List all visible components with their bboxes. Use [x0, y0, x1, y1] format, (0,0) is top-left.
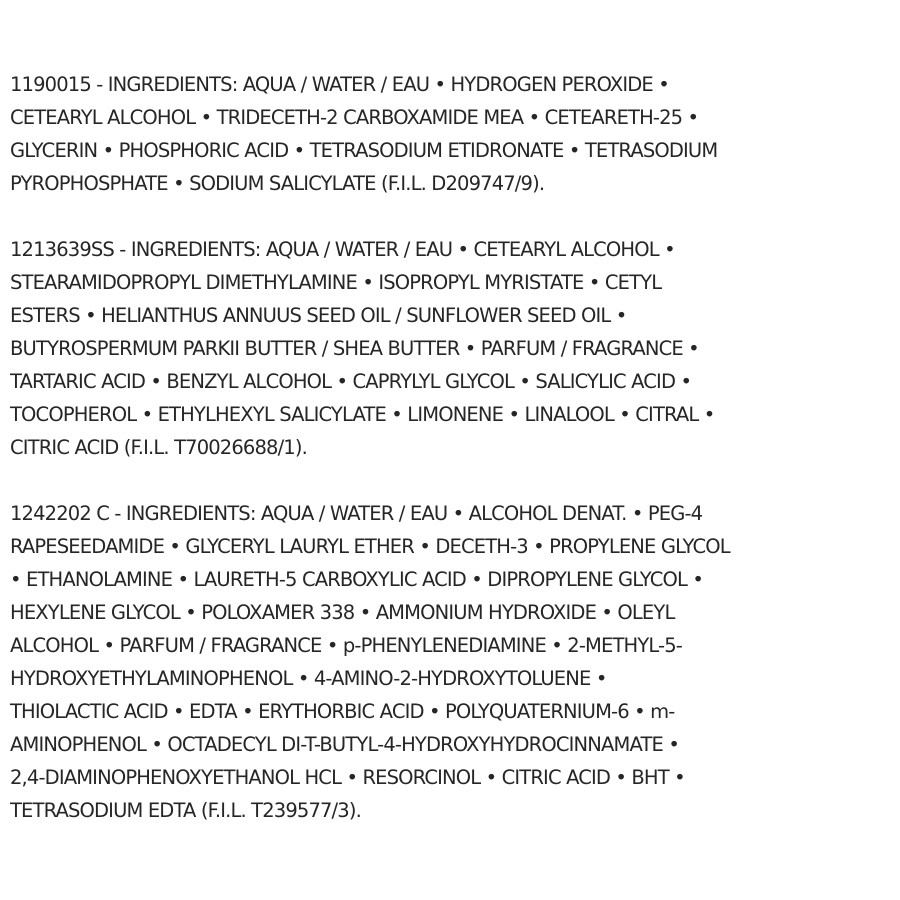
text-line: GLYCERIN • PHOSPHORIC ACID • TETRASODIUM ETIDRONATE • TETRASODIUM — [10, 139, 718, 162]
text-line: 1242202 C - INGREDIENTS: AQUA / WATER / EAU • ALCOHOL DENAT. • PEG-4 — [10, 502, 703, 525]
text-line: 1213639SS - INGREDIENTS: AQUA / WATER / EAU • CETEARYL ALCOHOL • — [10, 238, 675, 261]
text-line: CITRIC ACID (F.I.L. T70026688/1). — [10, 436, 307, 459]
text-line: RAPESEEDAMIDE • GLYCERYL LAURYL ETHER • DECETH-3 • PROPYLENE GLYCOL — [10, 535, 730, 558]
ingredients-document — [10, 68, 895, 827]
ingredient-block-1190015 — [10, 68, 895, 200]
text-line: CETEARYL ALCOHOL • TRIDECETH-2 CARBOXAMIDE MEA • CETEARETH-25 • — [10, 106, 699, 129]
text-line: 2,4-DIAMINOPHENOXYETHANOL HCL • RESORCINOL • CITRIC ACID • BHT • — [10, 766, 685, 789]
text-line: STEARAMIDOPROPYL DIMETHYLAMINE • ISOPROPYL MYRISTATE • CETYL — [10, 271, 662, 294]
text-line: PYROPHOSPHATE • SODIUM SALICYLATE (F.I.L. D209747/9). — [10, 172, 545, 195]
text-line: TETRASODIUM EDTA (F.I.L. T239577/3). — [10, 799, 361, 822]
ingredient-block-1242202c — [10, 497, 895, 827]
text-line: HYDROXYETHYLAMINOPHENOL • 4-AMINO-2-HYDROXYTOLUENE • — [10, 667, 607, 690]
text-line: THIOLACTIC ACID • EDTA • ERYTHORBIC ACID • POLYQUATERNIUM-6 • m- — [10, 700, 675, 723]
text-line: ESTERS • HELIANTHUS ANNUUS SEED OIL / SUNFLOWER SEED OIL • — [10, 304, 627, 327]
paragraph-spacer — [10, 200, 895, 233]
text-line: BUTYROSPERMUM PARKII BUTTER / SHEA BUTTER • PARFUM / FRAGRANCE • — [10, 337, 699, 360]
text-line: TOCOPHEROL • ETHYLHEXYL SALICYLATE • LIMONENE • LINALOOL • CITRAL • — [10, 403, 715, 426]
paragraph-spacer — [10, 464, 895, 497]
text-line: HEXYLENE GLYCOL • POLOXAMER 338 • AMMONIUM HYDROXIDE • OLEYL — [10, 601, 675, 624]
ingredient-block-1213639ss — [10, 233, 895, 464]
text-line: • ETHANOLAMINE • LAURETH-5 CARBOXYLIC ACID • DIPROPYLENE GLYCOL • — [10, 568, 703, 591]
text-line: 1190015 - INGREDIENTS: AQUA / WATER / EAU • HYDROGEN PEROXIDE • — [10, 73, 669, 96]
text-line: ALCOHOL • PARFUM / FRAGRANCE • p-PHENYLENEDIAMINE • 2-METHYL-5- — [10, 634, 682, 657]
text-line: AMINOPHENOL • OCTADECYL DI-T-BUTYL-4-HYDROXYHYDROCINNAMATE • — [10, 733, 679, 756]
text-line: TARTARIC ACID • BENZYL ALCOHOL • CAPRYLYL GLYCOL • SALICYLIC ACID • — [10, 370, 692, 393]
